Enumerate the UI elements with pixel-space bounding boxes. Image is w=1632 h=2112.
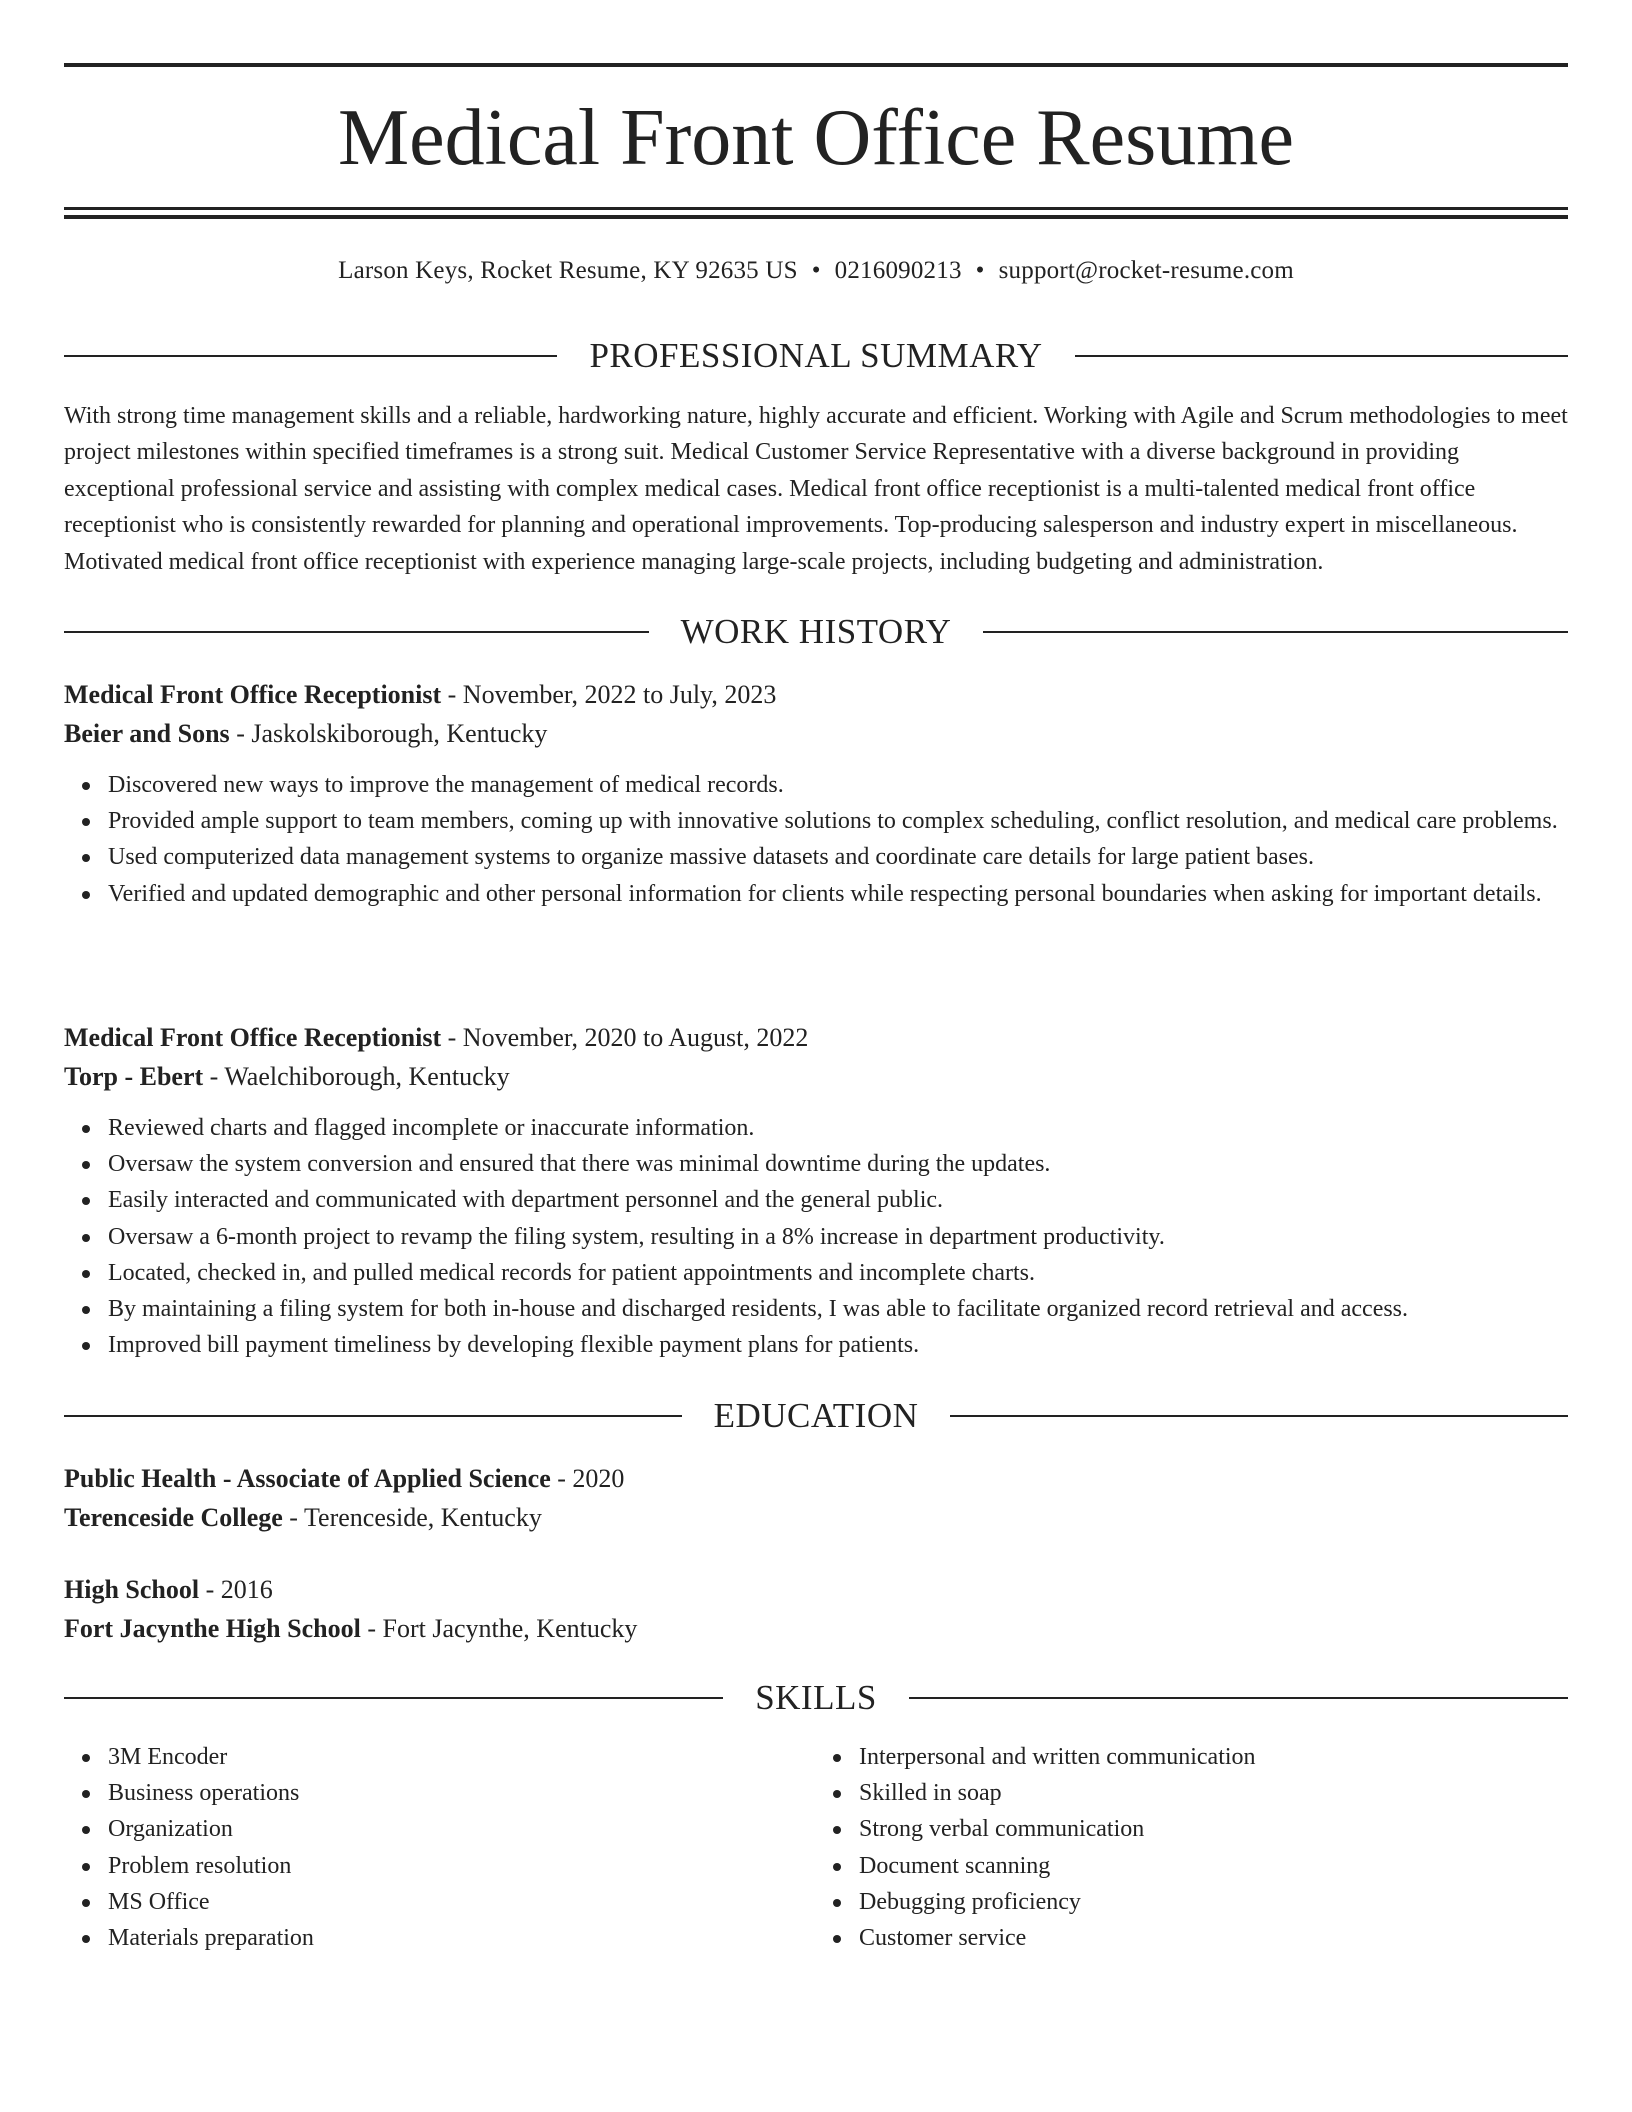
skill-item: Strong verbal communication [859,1811,1568,1847]
section-title: PROFESSIONAL SUMMARY [589,336,1043,375]
section-title: SKILLS [755,1678,877,1717]
title-rule-upper [64,207,1568,210]
job-bullet: Used computerized data management systems to organize massive datasets and coordinate care details for large patient bases. [108,839,1568,875]
job-bullets [64,1110,1568,1363]
section-header-education [64,1394,1568,1438]
section-header-skills [64,1676,1568,1720]
skill-item: 3M Encoder [108,1739,817,1775]
header-rule [950,1415,1568,1417]
education-entry [64,1459,1568,1537]
school: Terenceside College [64,1503,283,1532]
job-bullet: Discovered new ways to improve the management of medical records. [108,767,1568,803]
skill-item: Document scanning [859,1848,1568,1884]
skills-list-left [64,1739,817,1956]
job-employer: Beier and Sons [64,719,230,748]
job-bullet: Easily interacted and communicated with department personnel and the general public. [108,1182,1568,1218]
school: Fort Jacynthe High School [64,1614,361,1643]
education-entry [64,1570,1568,1648]
job-dates: - November, 2022 to July, 2023 [447,680,777,709]
job-bullet: Provided ample support to team members, coming up with innovative solutions to complex scheduling, conflict resolution, and medical care problems. [108,803,1568,839]
degree: Public Health - Associate of Applied Science [64,1464,551,1493]
summary-paragraph: With strong time management skills and a reliable, hardworking nature, highly accurate and efficient. Working with Agile and Scrum methodologies to meet project milestones within specified timeframes is a strong suit. Medical Customer Service Representative with a diverse background in providing exceptional professional service and assisting with complex medical cases. Medical front office receptionist is a multi-talented medical front office receptionist who is consistently rewarded for planning and operational improvements. Top-producing salesperson and industry expert in miscellaneous. Motivated medical front office receptionist with experience managing large-scale projects, including budgeting and administration. [64,403,1568,575]
job-entry [64,675,1568,912]
skill-item: Organization [108,1811,817,1847]
skill-item: Debugging proficiency [859,1884,1568,1920]
skill-item: Problem resolution [108,1848,817,1884]
job-dates: - November, 2020 to August, 2022 [447,1023,809,1052]
degree-year: - 2020 [557,1464,625,1493]
section-title: WORK HISTORY [680,612,952,651]
school-location: - Fort Jacynthe, Kentucky [367,1614,638,1643]
job-location: - Waelchiborough, Kentucky [209,1062,510,1091]
job-bullet: By maintaining a filing system for both in-house and discharged residents, I was able to facilitate organized record retrieval and access. [108,1291,1568,1327]
header-rule [64,631,649,633]
section-header-work [64,610,1568,654]
skills-list-right [817,1739,1568,1956]
skill-item: Interpersonal and written communication [859,1739,1568,1775]
header-rule [983,631,1568,633]
school-line [64,1609,1568,1648]
header-rule [64,1697,723,1699]
job-title-line [64,1018,1568,1057]
skill-item: Customer service [859,1920,1568,1956]
job-bullet: Improved bill payment timeliness by developing flexible payment plans for patients. [108,1327,1568,1363]
top-rule [64,63,1568,67]
school-location: - Terenceside, Kentucky [289,1503,542,1532]
resume-title: Medical Front Office Resume [337,94,1295,182]
contact-separator: • [811,257,821,284]
school-line [64,1498,1568,1537]
job-bullet: Oversaw a 6-month project to revamp the filing system, resulting in a 8% increase in department productivity. [108,1219,1568,1255]
contact-line [64,253,1568,289]
job-bullet: Oversaw the system conversion and ensured that there was minimal downtime during the updates. [108,1146,1568,1182]
job-title: Medical Front Office Receptionist [64,1023,442,1052]
skills-columns [64,1739,1568,1956]
degree-line [64,1570,1568,1609]
skill-item: Skilled in soap [859,1775,1568,1811]
skill-item: MS Office [108,1884,817,1920]
job-entry [64,1018,1568,1363]
job-bullet: Verified and updated demographic and other personal information for clients while respecting personal boundaries when asking for important details. [108,876,1568,912]
section-title: EDUCATION [713,1396,919,1435]
header-rule [64,355,557,357]
contact-phone: 0216090213 [834,257,962,284]
job-employer-line [64,714,1568,753]
degree-line [64,1459,1568,1498]
skill-item: Business operations [108,1775,817,1811]
section-header-summary [64,334,1568,378]
contact-address: Larson Keys, Rocket Resume, KY 92635 US [338,257,798,284]
job-bullet: Located, checked in, and pulled medical records for patient appointments and incomplete charts. [108,1255,1568,1291]
contact-email: support@rocket-resume.com [998,257,1294,284]
degree: High School [64,1575,200,1604]
header-rule [1075,355,1568,357]
job-title: Medical Front Office Receptionist [64,680,442,709]
job-bullets [64,767,1568,912]
contact-separator: • [975,257,985,284]
job-employer: Torp - Ebert [64,1062,204,1091]
header-rule [64,1415,682,1417]
skill-item: Materials preparation [108,1920,817,1956]
job-employer-line [64,1057,1568,1096]
header-rule [909,1697,1568,1699]
job-location: - Jaskolskiborough, Kentucky [236,719,548,748]
job-bullet: Reviewed charts and flagged incomplete or inaccurate information. [108,1110,1568,1146]
job-title-line [64,675,1568,714]
degree-year: - 2016 [205,1575,273,1604]
title-rule-lower [64,215,1568,219]
